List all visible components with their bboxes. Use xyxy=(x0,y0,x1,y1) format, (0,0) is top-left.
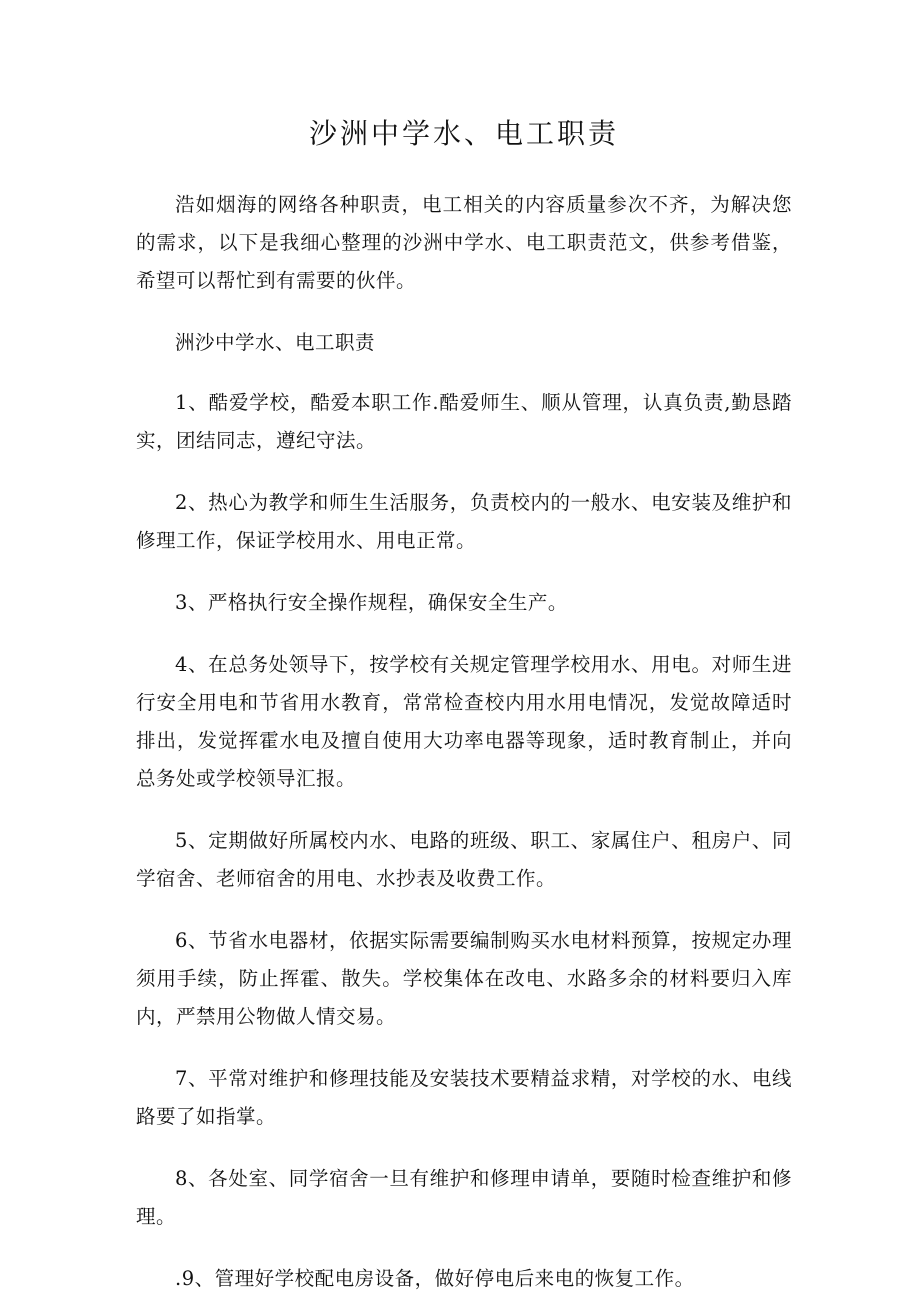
duty-item-9: .9、管理好学校配电房设备，做好停电后来电的恢复工作。 xyxy=(175,1267,695,1290)
intro-paragraph: 浩如烟海的网络各种职责，电工相关的内容质量参次不齐，为解决您的需求，以下是我细心整理的沙洲中学水、电工职责范文，供参考借鉴，希望可以帮忙到有需要的伙伴。 xyxy=(136,193,792,292)
duty-item-7: 7、平常对维护和修理技能及安装技术要精益求精，对学校的水、电线路要了如指掌。 xyxy=(136,1067,792,1128)
duty-item-3: 3、严格执行安全操作规程，确保安全生产。 xyxy=(175,591,568,614)
duty-item-8: 8、各处室、同学宿舍一旦有维护和修理申请单，要随时检查维护和修理。 xyxy=(136,1167,792,1228)
document-title: 沙洲中学水、电工职责 xyxy=(308,117,619,150)
duty-item-2: 2、热心为教学和师生生活服务，负责校内的一般水、电安装及维护和修理工作，保证学校用水、用电正常。 xyxy=(136,491,792,552)
section-subtitle: 洲沙中学水、电工职责 xyxy=(175,331,376,354)
duty-item-5: 5、定期做好所属校内水、电路的班级、职工、家属住户、租房户、同学宿舍、老师宿舍的用电、水抄表及收费工作。 xyxy=(136,829,792,890)
duty-item-1: 1、酷爱学校，酷爱本职工作.酷爱师生、顺从管理，认真负责,勤恳踏实，团结同志，遵纪守法。 xyxy=(136,391,792,452)
duty-item-4: 4、在总务处领导下，按学校有关规定管理学校用水、用电。对师生进行安全用电和节省用水教育，常常检查校内用水用电情况，发觉故障适时排出，发觉挥霍水电及擅自使用大功率电器等现象，适时教育制止，并向总务处或学校领导汇报。 xyxy=(136,653,792,790)
duty-item-6: 6、节省水电器材，依据实际需要编制购买水电材料预算，按规定办理须用手续，防止挥霍、散失。学校集体在改电、水路多余的材料要归入库内，严禁用公物做人情交易。 xyxy=(136,929,792,1028)
